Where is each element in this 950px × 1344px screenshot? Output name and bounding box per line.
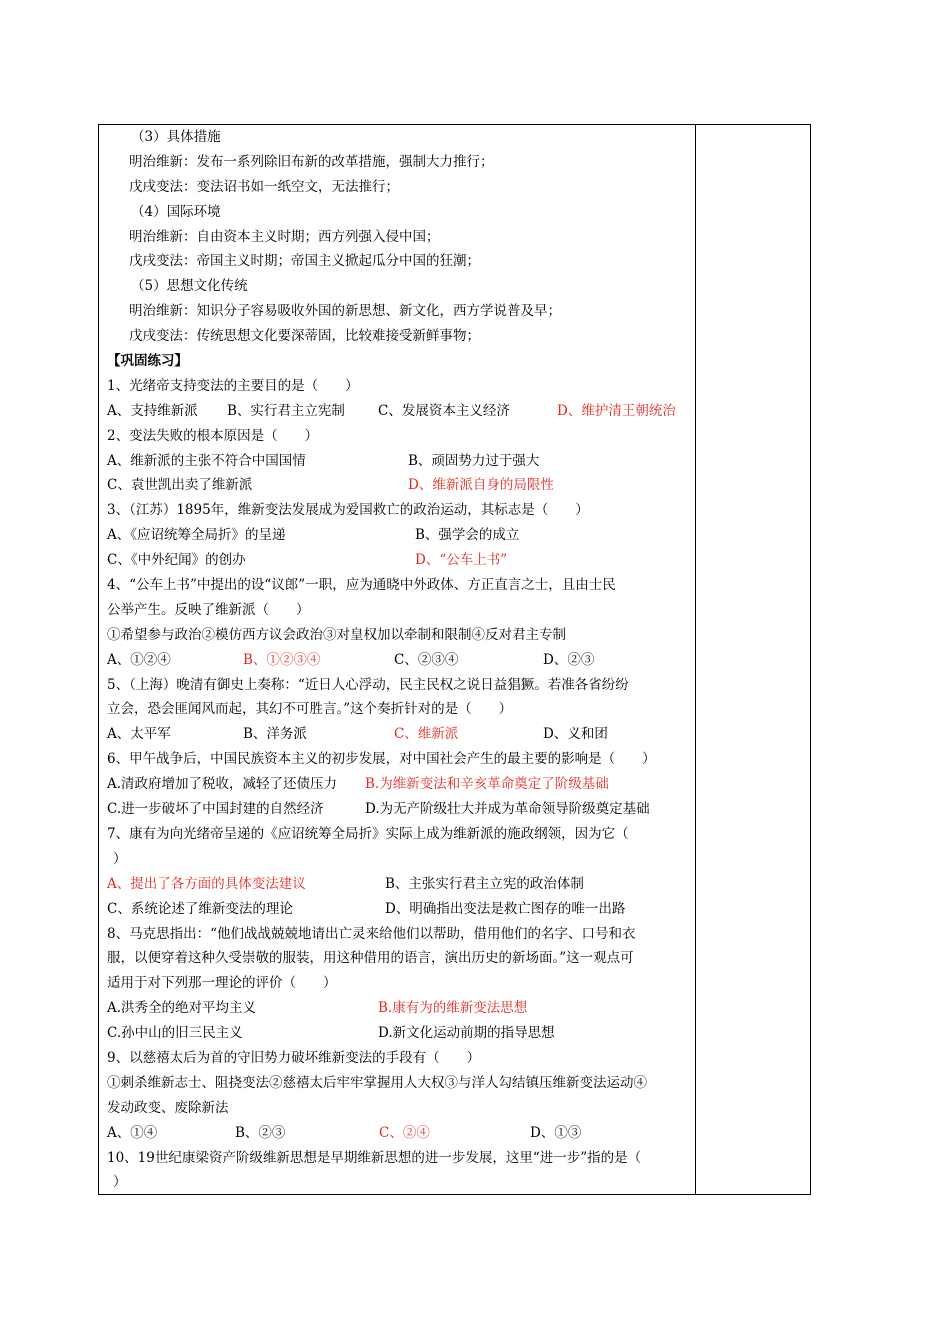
question-4-stem-1: 4、“公车上书”中提出的设“议郎”一职，应为通晓中外政体、方正直言之士，且由士民 <box>107 577 616 594</box>
culture-wuxu: 戊戌变法：传统思想文化要深蒂固，比较难接受新鲜事物； <box>129 328 480 345</box>
question-5-options <box>107 722 691 747</box>
measures-meiji: 明治维新：发布一系列除旧布新的改革措施，强制大力推行； <box>129 153 494 170</box>
option-b: B、强学会的成立 <box>415 527 520 544</box>
option-a: A、①②④ <box>107 651 171 668</box>
option-b: B、洋务派 <box>243 726 307 743</box>
question-2-options-ab <box>107 449 691 474</box>
question-1-options <box>107 399 691 424</box>
option-c: C.孙中山的旧三民主义 <box>107 1025 243 1042</box>
option-d: D、②③ <box>543 651 595 668</box>
culture-meiji: 明治维新：知识分子容易吸收外国的新思想、新文化，西方学说普及早； <box>129 303 561 320</box>
answer-option-c: C、维新派 <box>394 726 459 743</box>
answer-option-b: B.为维新变法和辛亥革命奠定了阶级基础 <box>365 776 609 793</box>
column-divider <box>695 125 696 1194</box>
option-c: C、系统论述了维新变法的理论 <box>107 900 293 917</box>
question-2-stem: 2、变法失败的根本原因是（ ） <box>107 427 319 444</box>
option-d: D.新文化运动前期的指导思想 <box>378 1025 555 1042</box>
answer-option-d: D、维新派自身的局限性 <box>408 477 554 494</box>
option-c: C、袁世凯出卖了维新派 <box>107 477 253 494</box>
question-7-options-ab <box>107 872 691 897</box>
question-8-stem-3: 适用于对下列那一理论的评价（ ） <box>107 975 337 992</box>
option-b: B、实行君主立宪制 <box>227 402 345 419</box>
question-3-options-ab <box>107 523 691 548</box>
option-c: C、②③④ <box>394 651 459 668</box>
question-6-options-ab <box>107 772 691 797</box>
answer-option-d: D、“公车上书” <box>415 552 508 569</box>
question-10-stem-1: 10、19世纪康梁资产阶级维新思想是早期维新思想的进一步发展，这里“进一步”指的是（ <box>107 1149 642 1166</box>
main-cell <box>107 125 691 1195</box>
answer-option-d: D、维护清王朝统治 <box>557 402 676 419</box>
question-9-stem: 9、以慈禧太后为首的守旧势力破坏维新变法的手段有（ ） <box>107 1049 481 1066</box>
option-a: A.洪秀全的绝对平均主义 <box>107 1000 257 1017</box>
question-7-stem-2: ） <box>113 850 127 867</box>
answer-option-c: C、②④ <box>379 1124 430 1141</box>
heading-measures: （3）具体措施 <box>131 129 221 145</box>
question-8-stem-2: 服，以便穿着这种久受崇敬的服装，用这种借用的语言，演出历史的新场面。”这一观点可 <box>107 950 634 967</box>
question-3-options-cd <box>107 548 691 573</box>
question-10-stem-2: ） <box>113 1174 127 1191</box>
question-2-options-cd <box>107 473 691 498</box>
worksheet-table <box>98 124 811 1195</box>
option-b: B、主张实行君主立宪的政治体制 <box>385 875 584 892</box>
option-d: D、①③ <box>530 1124 582 1141</box>
heading-culture: （5）思想文化传统 <box>131 278 248 295</box>
option-b: B、②③ <box>235 1124 286 1141</box>
question-1-stem: 1、光绪帝支持变法的主要目的是（ ） <box>107 377 359 394</box>
question-8-options-cd <box>107 1021 691 1046</box>
question-6-stem: 6、甲午战争后，中国民族资本主义的初步发展，对中国社会产生的最主要的影响是（ ） <box>107 751 656 768</box>
environment-wuxu: 戊戌变法：帝国主义时期；帝国主义掀起瓜分中国的狂潮； <box>129 253 480 270</box>
option-d: D.为无产阶级壮大并成为革命领导阶级奠定基础 <box>365 801 650 818</box>
option-a: A、《应诏统筹全局折》的呈递 <box>107 527 286 544</box>
question-3-stem: 3、（江苏）1895年，维新变法发展成为爱国救亡的政治运动，其标志是（ ） <box>107 502 589 519</box>
question-8-stem-1: 8、马克思指出：“他们战战兢兢地请出亡灵来给他们以帮助，借用他们的名字、口号和衣 <box>107 925 636 942</box>
option-a: A、太平军 <box>107 726 171 743</box>
answer-option-b: B、①②③④ <box>243 651 321 668</box>
option-a: A、维新派的主张不符合中国国情 <box>107 452 306 469</box>
option-a: A、支持维新派 <box>107 402 198 419</box>
question-4-options <box>107 648 691 673</box>
answer-option-b: B.康有为的维新变法思想 <box>378 1000 528 1017</box>
question-7-stem-1: 7、康有为向光绪帝呈递的《应诏统筹全局折》实际上成为维新派的施政纲领，因为它（ <box>107 825 629 842</box>
question-9-items-2: 发动政变、废除新法 <box>107 1099 229 1116</box>
option-d: D、明确指出变法是救亡图存的唯一出路 <box>385 900 626 917</box>
question-9-options <box>107 1121 691 1146</box>
question-6-options-cd <box>107 797 691 822</box>
question-9-items-1: ①刺杀维新志士、阻挠变法②慈禧太后牢牢掌握用人大权③与洋人勾结镇压维新变法运动④ <box>107 1074 647 1091</box>
section-title: 【巩固练习】 <box>107 353 188 370</box>
environment-meiji: 明治维新：自由资本主义时期；西方列强入侵中国； <box>129 228 440 245</box>
option-a: A.清政府增加了税收，减轻了还债压力 <box>107 776 338 793</box>
option-d: D、义和团 <box>543 726 608 743</box>
question-5-stem-2: 立会，恐会匪闻风而起，其幻不可胜言。”这个奏折针对的是（ ） <box>107 701 513 718</box>
question-4-stem-2: 公举产生。反映了维新派（ ） <box>107 601 310 618</box>
measures-wuxu: 戊戌变法：变法诏书如一纸空文，无法推行； <box>129 178 399 195</box>
option-c: C、《中外纪闻》的创办 <box>107 552 246 569</box>
option-b: B、顽固势力过于强大 <box>408 452 540 469</box>
option-c: C、发展资本主义经济 <box>378 402 510 419</box>
option-c: C.进一步破坏了中国封建的自然经济 <box>107 801 324 818</box>
heading-environment: （4）国际环境 <box>131 203 221 220</box>
question-8-options-ab <box>107 996 691 1021</box>
question-5-stem-1: 5、（上海）晚清有御史上奏称：“近日人心浮动，民主民权之说日益猖獗。若准各省纷纷 <box>107 676 629 693</box>
question-4-items: ①希望参与政治②模仿西方议会政治③对皇权加以牵制和限制④反对君主专制 <box>107 626 566 643</box>
question-7-options-cd <box>107 897 691 922</box>
option-a: A、①④ <box>107 1124 158 1141</box>
answer-option-a: A、提出了各方面的具体变法建议 <box>107 875 306 892</box>
